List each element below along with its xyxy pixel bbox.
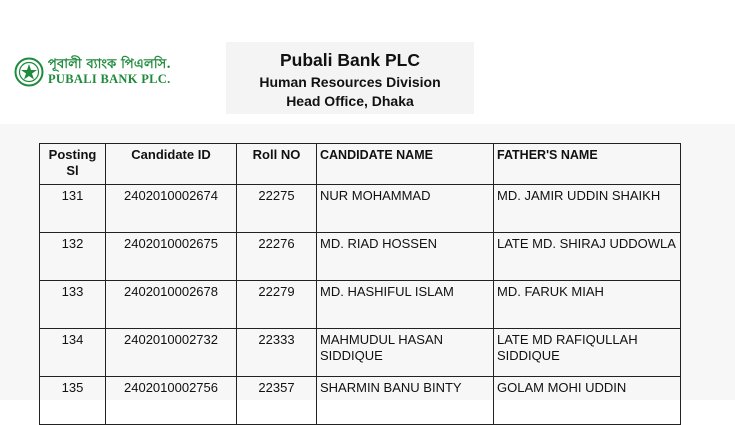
- header-office: Head Office, Dhaka: [286, 93, 414, 109]
- header-bank-name: Pubali Bank PLC: [279, 50, 421, 70]
- column-header-posting-sl: Posting Sl: [40, 144, 106, 185]
- column-header-candidate-id: Candidate ID: [106, 144, 237, 185]
- cell-candidate-id: 2402010002675: [106, 233, 237, 281]
- cell-fathers-name: MD. JAMIR UDDIN SHAIKH: [494, 185, 681, 233]
- cell-posting-sl: 134: [40, 329, 106, 377]
- cell-roll-no: 22275: [237, 185, 317, 233]
- bank-logo: [14, 56, 171, 88]
- table-header-row: [40, 144, 681, 185]
- cell-roll-no: 22357: [237, 377, 317, 425]
- cell-fathers-name: LATE MD RAFIQULLAH SIDDIQUE: [494, 329, 681, 377]
- cell-fathers-name: MD. FARUK MIAH: [494, 281, 681, 329]
- cell-posting-sl: 133: [40, 281, 106, 329]
- table-row: [40, 377, 681, 425]
- cell-fathers-name: GOLAM MOHI UDDIN: [494, 377, 681, 425]
- logo-english-text: PUBALI BANK PLC.: [48, 72, 171, 87]
- cell-candidate-name: MAHMUDUL HASAN SIDDIQUE: [317, 329, 494, 377]
- candidate-table: [39, 143, 681, 425]
- cell-candidate-name: SHARMIN BANU BINTY: [317, 377, 494, 425]
- cell-candidate-id: 2402010002678: [106, 281, 237, 329]
- cell-posting-sl: 131: [40, 185, 106, 233]
- column-header-candidate-name: CANDIDATE NAME: [317, 144, 494, 185]
- cell-posting-sl: 135: [40, 377, 106, 425]
- column-header-roll-no: Roll NO: [237, 144, 317, 185]
- column-header-fathers-name: FATHER'S NAME: [494, 144, 681, 185]
- cell-posting-sl: 132: [40, 233, 106, 281]
- cell-candidate-id: 2402010002674: [106, 185, 237, 233]
- cell-candidate-id: 2402010002732: [106, 329, 237, 377]
- table-row: [40, 329, 681, 377]
- cell-candidate-name: MD. HASHIFUL ISLAM: [317, 281, 494, 329]
- cell-roll-no: 22276: [237, 233, 317, 281]
- document-header: [226, 42, 474, 114]
- cell-candidate-id: 2402010002756: [106, 377, 237, 425]
- cell-roll-no: 22333: [237, 329, 317, 377]
- bank-seal-icon: [14, 57, 44, 87]
- table-row: [40, 233, 681, 281]
- cell-fathers-name: LATE MD. SHIRAJ UDDOWLA: [494, 233, 681, 281]
- table-row: [40, 185, 681, 233]
- header-division: Human Resources Division: [259, 74, 441, 90]
- cell-roll-no: 22279: [237, 281, 317, 329]
- cell-candidate-name: NUR MOHAMMAD: [317, 185, 494, 233]
- logo-bangla-text: পূবালী ব্যাংক পিএলসি.: [48, 57, 172, 73]
- cell-candidate-name: MD. RIAD HOSSEN: [317, 233, 494, 281]
- table-row: [40, 281, 681, 329]
